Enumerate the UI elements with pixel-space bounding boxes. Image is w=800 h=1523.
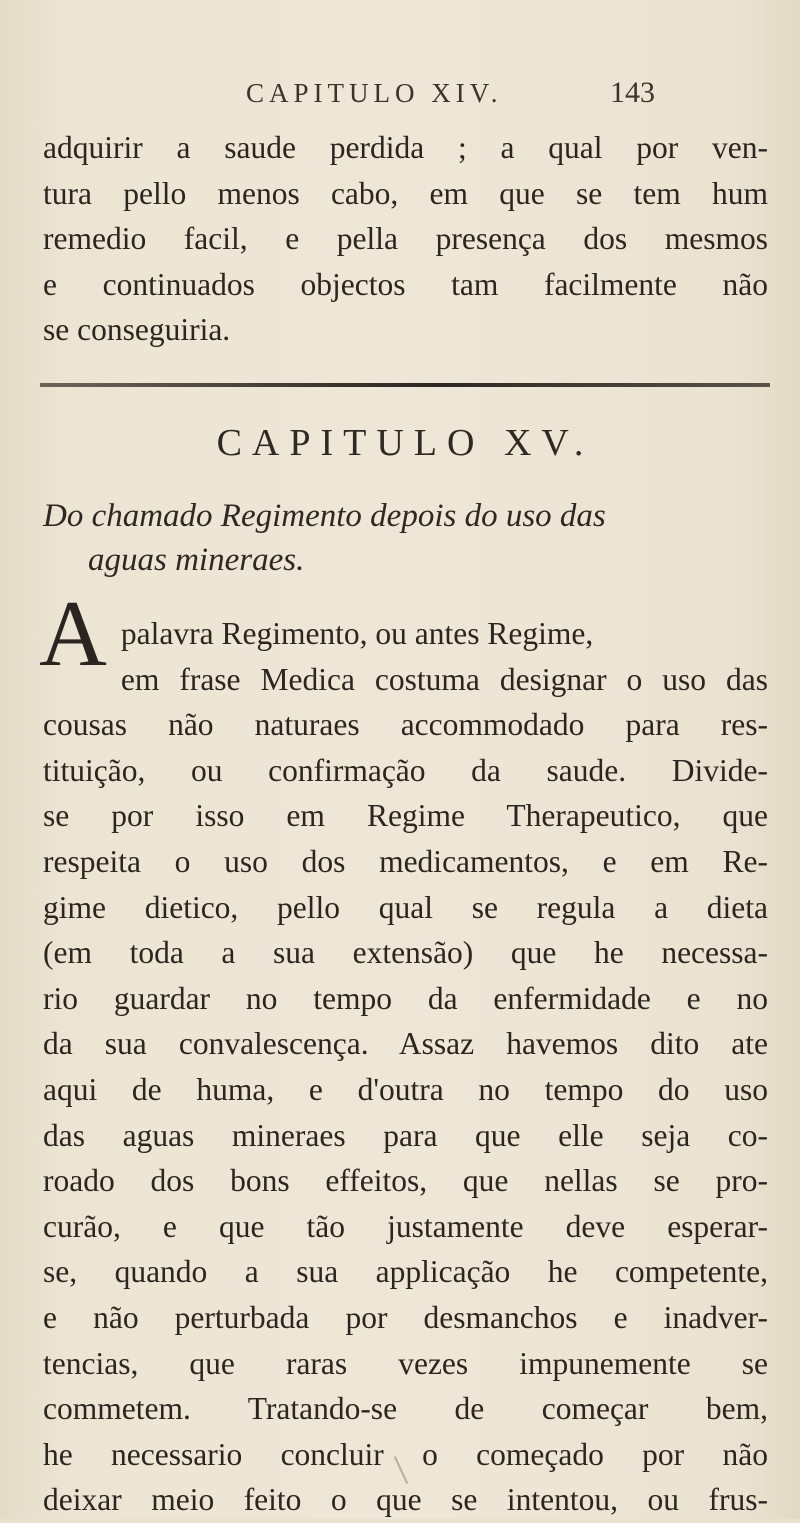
text-line: respeita o uso dos medicamentos, e em Re-: [43, 843, 768, 879]
text-line: das aguas mineraes para que elle seja co-: [43, 1117, 768, 1153]
text-line: cousas não naturaes accommodado para res-: [43, 707, 768, 743]
subtitle-line: aguas mineraes.: [88, 542, 305, 578]
subtitle-line: Do chamado Regimento depois do uso das: [43, 498, 606, 534]
text-line: tituição, ou confirmação da saude. Divide-: [43, 752, 768, 788]
section-divider: [40, 383, 770, 387]
text-line: (em toda a sua extensão) que he necessa-: [43, 935, 768, 971]
text-line: aqui de huma, e d'outra no tempo do uso: [43, 1071, 768, 1107]
text-line: se por isso em Regime Therapeutico, que: [43, 798, 768, 834]
text-line: e não perturbada por desmanchos e inadver-: [43, 1299, 768, 1335]
text-line: adquirir a saude perdida ; a qual por ven-: [43, 130, 768, 165]
text-line: curão, e que tão justamente deve esperar-: [43, 1208, 768, 1244]
chapter-heading: CAPITULO XV.: [216, 422, 594, 464]
text-line: deixar meio feito o que se intentou, ou frus-: [43, 1482, 768, 1518]
text-line: he necessario concluir o começado por não: [43, 1436, 768, 1472]
text-line: tencias, que raras vezes impunemente se: [43, 1345, 768, 1381]
page-number: 143: [610, 76, 655, 109]
text-line: em frase Medica costuma designar o uso das: [120, 661, 768, 697]
text-line: e continuados objectos tam facilmente não: [43, 266, 768, 302]
text-line: commetem. Tratando-se de começar bem,: [43, 1391, 768, 1427]
text-line: palavra Regimento, ou antes Regime,: [120, 616, 594, 651]
text-line: se, quando a sua applicação he competente,: [43, 1254, 768, 1290]
chapter-subtitle: [43, 494, 768, 582]
text-line: tura pello menos cabo, em que se tem hum: [43, 175, 768, 211]
running-head: [0, 78, 800, 118]
running-title: CAPITULO XIV.: [246, 78, 503, 108]
text-line: rio guardar no tempo da enfermidade e no: [43, 980, 768, 1016]
drop-cap: A: [39, 582, 107, 686]
body-paragraph: [39, 582, 768, 1523]
intro-paragraph: [43, 125, 768, 353]
text-line: remedio facil, e pella presença dos mesmos: [43, 221, 768, 257]
text-line: da sua convalescença. Assaz havemos dito ate: [43, 1026, 768, 1062]
text-line: se conseguiria.: [43, 312, 231, 348]
text-line: roado dos bons effeitos, que nellas se pro-: [43, 1163, 768, 1199]
text-line: gime dietico, pello qual se regula a dieta: [43, 889, 768, 925]
